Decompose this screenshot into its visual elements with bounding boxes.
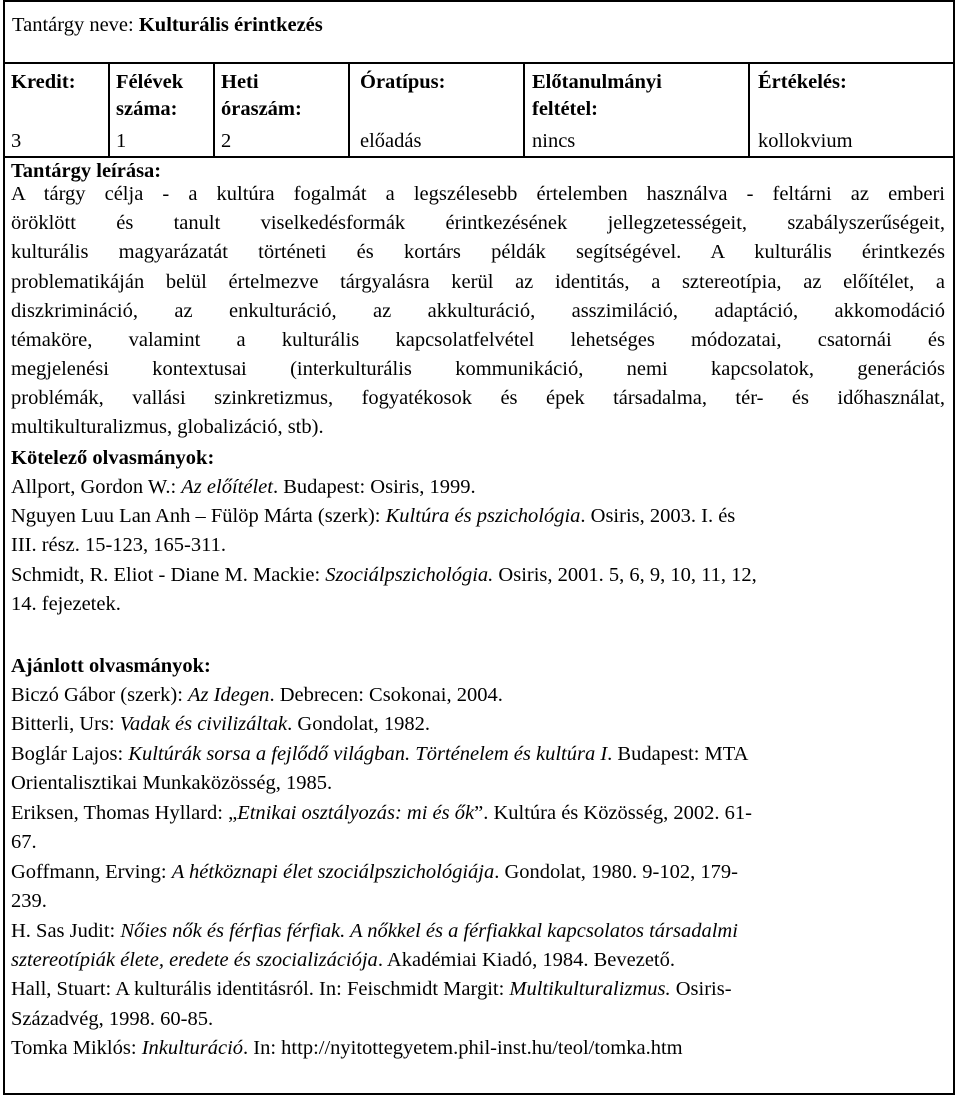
reading-entry: Tomka Miklós: Inkulturáció. In: http://nyitottegyetem.phil-inst.hu/teol/tomka.htm	[11, 1037, 683, 1059]
reading-entry: Boglár Lajos: Kultúrák sorsa a fejlődő világban. Történelem és kultúra I. Budapest: MTA	[11, 743, 749, 765]
class-type-value: előadás	[360, 130, 422, 152]
info-col-class-type	[350, 64, 523, 158]
course-title-value: Kulturális érintkezés	[138, 14, 323, 36]
description-line: megjelenési kontextusai (interkulturális kommunikáció, nemi kapcsolatok, generációs	[11, 358, 945, 380]
info-col-prerequisite: Előtanulmányi feltétel: nincs	[532, 71, 662, 152]
required-reading-heading: Kötelező olvasmányok:	[11, 447, 215, 469]
course-title-row	[5, 2, 953, 64]
reading-entry: Eriksen, Thomas Hyllard: „Etnikai osztályozás: mi és ők”. Kultúra és Közösség, 2002. 61-	[11, 802, 752, 824]
reading-entry: 67.	[11, 831, 37, 853]
description-line: problémák, vallási szinkretizmus, fogyatékosok és épek társadalma, tér- és időhasználat,	[11, 387, 945, 409]
weekly-hours-header: Heti	[221, 71, 259, 93]
reading-entry: Orientalisztikai Munkaközösség, 1985.	[11, 772, 333, 794]
semesters-value: 1	[116, 130, 127, 152]
course-title-label: Tantárgy neve:	[12, 14, 139, 36]
description-line: diszkrimináció, az enkulturáció, az akkulturáció, asszimiláció, adaptáció, akkomodáció	[11, 300, 945, 322]
course-title	[12, 14, 323, 37]
reading-entry: Biczó Gábor (szerk): Az Idegen. Debrecen: Csokonai, 2004.	[11, 684, 503, 706]
reading-entry: III. rész. 15-123, 165-311.	[11, 534, 226, 556]
description-line: multikulturalizmus, globalizáció, stb).	[11, 416, 324, 438]
reading-entry: Allport, Gordon W.: Az előítélet. Budapest: Osiris, 1999.	[11, 476, 476, 498]
credit-value: 3	[11, 130, 22, 152]
reading-entry: Goffmann, Erving: A hétköznapi élet szociálpszichológiája. Gondolat, 1980. 9-102, 179-	[11, 861, 738, 883]
reading-entry: 239.	[11, 890, 47, 912]
prerequisite-header: Előtanulmányi	[532, 71, 662, 93]
reading-entry: Századvég, 1998. 60-85.	[11, 1008, 214, 1030]
prerequisite-value: nincs	[532, 130, 576, 152]
reading-entry: Nguyen Luu Lan Anh – Fülöp Márta (szerk): Kultúra és pszichológia. Osiris, 2003. I. és	[11, 505, 736, 527]
evaluation-value: kollokvium	[758, 130, 853, 152]
class-type-header: Óratípus:	[360, 71, 446, 93]
description-line: öröklött és tanult viselkedésformák érintkezésének jellegzetességeit, szabályszerűségeit,	[11, 212, 945, 234]
description-line: témaköre, valamint a kulturális kapcsolatfelvétel lehetséges módozatai, csatornái és	[11, 329, 945, 351]
description-line: kulturális magyarázatát történeti és kortárs példák segítségével. A kulturális érintkezés	[11, 241, 945, 263]
recommended-reading-heading: Ajánlott olvasmányok:	[11, 655, 211, 677]
weekly-hours-value: 2	[221, 130, 232, 152]
info-col-semesters: Félévek száma: 1	[116, 71, 184, 152]
description-line: A tárgy célja - a kultúra fogalmát a legszélesebb értelemben használva - feltárni az emberi	[11, 183, 945, 205]
reading-entry: sztereotípiák élete, eredete és szocializációja. Akadémiai Kiadó, 1984. Bevezető.	[11, 949, 675, 971]
semesters-header: Félévek	[116, 71, 184, 93]
course-sheet	[3, 0, 955, 1095]
description-heading: Tantárgy leírása:	[11, 160, 162, 182]
info-col-credit	[5, 64, 108, 158]
credit-header: Kredit:	[11, 71, 76, 93]
reading-entry: Hall, Stuart: A kulturális identitásról. In: Feischmidt Margit: Multikulturalizmus. Osiris-	[11, 978, 732, 1000]
description-line: problematikáján belül értelmezve tárgyalásra kerül az identitás, a sztereotípia, az előítélet, a	[11, 271, 945, 293]
reading-entry: 14. fejezetek.	[11, 593, 121, 615]
table-bottom-border	[5, 156, 953, 158]
evaluation-header: Értékelés:	[758, 71, 847, 93]
reading-entry: H. Sas Judit: Nőies nők és férfias férfiak. A nőkkel és a férfiakkal kapcsolatos társadalmi	[11, 920, 738, 942]
reading-entry: Schmidt, R. Eliot - Diane M. Mackie: Szociálpszichológia. Osiris, 2001. 5, 6, 9, 10, 11, 12,	[11, 564, 757, 586]
info-col-weekly-hours: Heti óraszám: 2	[221, 71, 302, 152]
info-col-evaluation	[750, 64, 953, 158]
reading-entry: Bitterli, Urs: Vadak és civilizáltak. Gondolat, 1982.	[11, 713, 431, 735]
